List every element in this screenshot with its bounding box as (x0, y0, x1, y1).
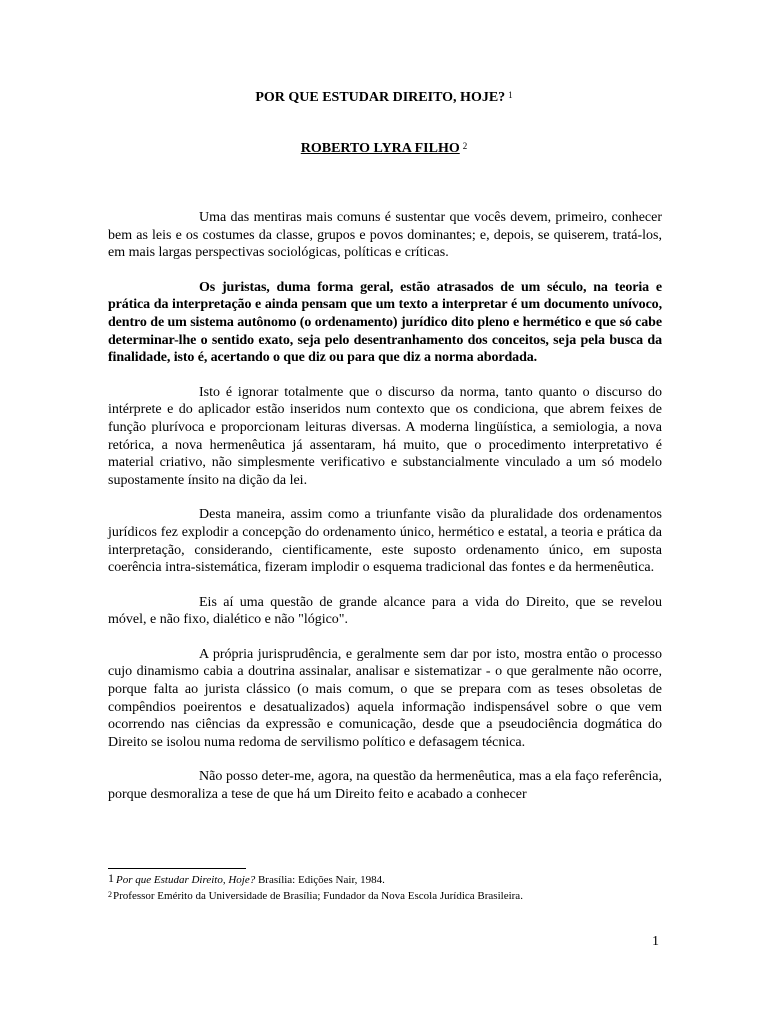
paragraph-4: Desta maneira, assim como a triunfante visão da pluralidade dos ordenamentos jurídicos fez explodir a concepção do ordenamento único, hermético e estatal, a teoria e prática da interpretação, considerando, cientificamente, este suposto ordenamento único, em suposta coerência intra-sistemática, fizeram implodir o esquema tradicional das fontes e da hermenêutica. (108, 507, 662, 576)
footnotes (108, 872, 668, 904)
author-footnote-ref[interactable]: 2 (462, 141, 468, 151)
footnote-1-italic: Por que Estudar Direito, Hoje? (116, 874, 256, 886)
author-line (0, 140, 768, 158)
paragraph-3: Isto é ignorar totalmente que o discurso da norma, tanto quanto o discurso do intérprete e do aplicador estão inseridos num contexto que os condiciona, que abrem feixes de função plurívoca e proporcionam leituras diversas. A moderna lingüística, a semiologia, a nova retórica, a nova hermenêutica já assentaram, há muito, que o procedimento interpretativo é material criativo, não simplesmente verificativo e substancialmente vinculado a um só modelo supostamente ínsito na dição da lei. (108, 384, 662, 488)
paragraph-6: A própria jurisprudência, e geralmente sem dar por isto, mostra então o processo cujo dinamismo cabia a doutrina assinalar, analisar e sistematizar - o que geralmente não ocorre, porque falta ao jurista clássico (o mais comum, o que se prepara com as teses obsoletas de compêndios poeirentos e desatualizados) aquela informação indispensável sobre o que vem ocorrendo nas ciências da expressão e comunicação, desde que a pseudociência dogmática do Direito se isolou numa redoma de servilismo político e defasagem técnica. (108, 646, 662, 750)
footnote-1 (108, 872, 668, 888)
footnote-2-text: Professor Emérito da Universidade de Brasília; Fundador da Nova Escola Jurídica Brasileira. (113, 890, 523, 902)
footnote-1-mark: 1 (108, 871, 114, 885)
title-footnote-ref[interactable]: 1 (508, 90, 513, 100)
footnote-2 (108, 888, 668, 904)
paragraph-5: Eis aí uma questão de grande alcance para a vida do Direito, que se revelou móvel, e não fixo, dialético e não "lógico". (108, 594, 662, 628)
title-text: POR QUE ESTUDAR DIREITO, HOJE? (255, 90, 506, 105)
document-title (0, 89, 768, 107)
paragraph-7: Não posso deter-me, agora, na questão da hermenêutica, mas a ela faço referência, porque desmoraliza a tese de que há um Direito feito e acabado a conhecer (108, 769, 662, 803)
footnote-1-text: Brasília: Edições Nair, 1984. (255, 874, 385, 886)
author-name: ROBERTO LYRA FILHO (300, 141, 460, 156)
paragraph-2-bold: Os juristas, duma forma geral, estão atrasados de um século, na teoria e prática da interpretação e ainda pensam que um texto a interpretar é um documento unívoco, dentro de um sistema autônomo (o ordenamento) jurídico dito pleno e hermético e que só cabe determinar-lhe o sentido exato, seja pelo desentranhamento dos conceitos, seja pela busca da finalidade, isto é, acertando o que diz ou para que diz a norma abordada. (108, 279, 662, 366)
document-body (108, 209, 662, 821)
paragraph-1: Uma das mentiras mais comuns é sustentar que vocês devem, primeiro, conhecer bem as leis e os costumes da classe, grupos e povos dominantes; e, depois, se quiserem, tratá-los, em mais largas perspectivas sociológicas, políticas e críticas. (108, 210, 662, 261)
footnote-separator (108, 868, 246, 869)
page-number: 1 (652, 934, 659, 949)
footnote-2-mark: 2 (108, 890, 112, 899)
